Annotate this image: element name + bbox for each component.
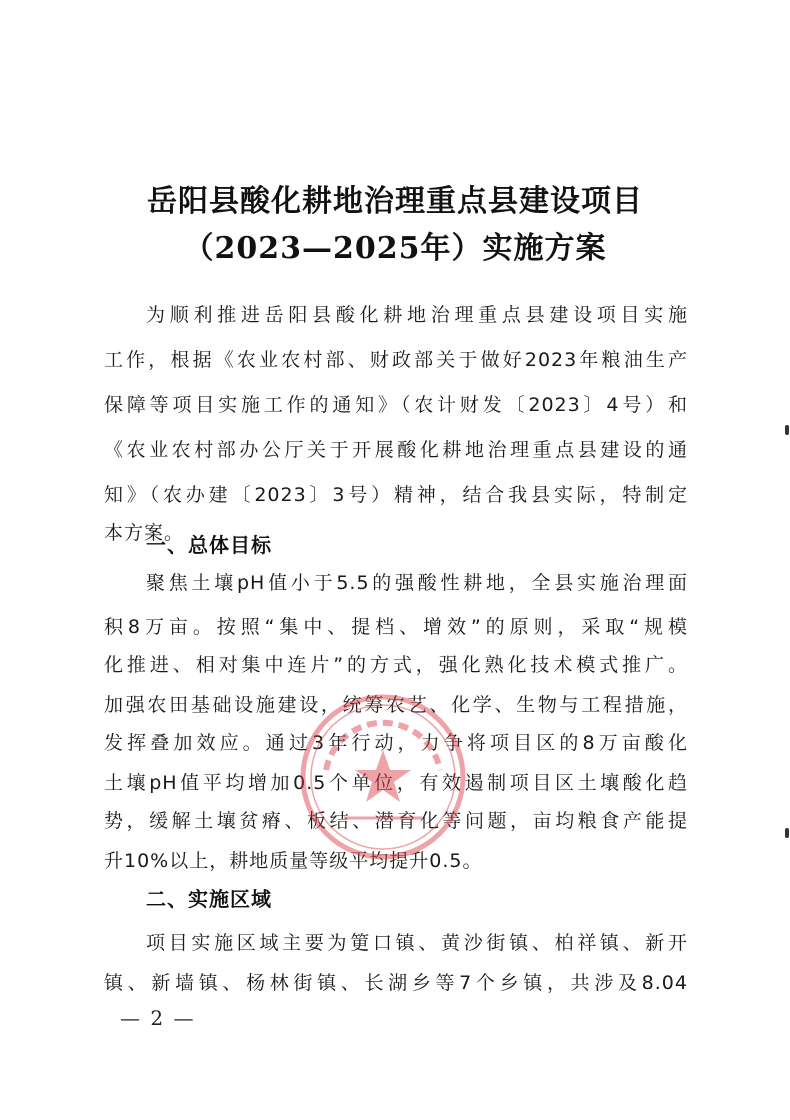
section-heading-implementation-area: 二、实施区域: [146, 887, 272, 911]
section1-line: 土壤pH值平均增加0.5个单位，有效遏制项目区土壤酸化趋: [104, 772, 688, 794]
intro-line: 本方案。: [104, 522, 185, 544]
section1-line: 势，缓解土壤贫瘠、板结、潜育化等问题，亩均粮食产能提: [104, 810, 688, 832]
intro-line: 《农业农村部办公厅关于开展酸化耕地治理重点县建设的通: [104, 439, 688, 461]
section1-line: 升10%以上，耕地质量等级平均提升0.5。: [104, 850, 483, 872]
document-title-line-2: （2023—2025年）实施方案: [183, 231, 607, 266]
scan-edge-mark: [785, 425, 789, 435]
section1-line: 加强农田基础设施建设，统筹农艺、化学、生物与工程措施，: [104, 694, 688, 716]
intro-line: 为顺利推进岳阳县酸化耕地治理重点县建设项目实施: [146, 304, 688, 326]
document-title-line-1: 岳阳县酸化耕地治理重点县建设项目: [147, 184, 643, 219]
intro-line: 保障等项目实施工作的通知》（农计财发〔2023〕4号）和: [104, 394, 688, 416]
scan-edge-mark: [785, 828, 789, 838]
section1-line: 聚焦土壤pH值小于5.5的强酸性耕地，全县实施治理面: [146, 572, 688, 594]
intro-line: 知》（农办建〔2023〕3号）精神，结合我县实际，特制定: [104, 484, 688, 506]
intro-line: 工作，根据《农业农村部、财政部关于做好2023年粮油生产: [104, 349, 688, 371]
section2-line: 镇、新墙镇、杨林街镇、长湖乡等7个乡镇，共涉及8.04: [104, 972, 688, 994]
section-heading-overall-goal: 一、总体目标: [146, 533, 272, 557]
section1-line: 发挥叠加效应。通过3年行动，力争将项目区的8万亩酸化: [104, 732, 688, 754]
section1-line: 化推进、相对集中连片”的方式，强化熟化技术模式推广。: [104, 654, 688, 676]
page-number: — 2 —: [120, 1006, 196, 1030]
section2-line: 项目实施区域主要为筻口镇、黄沙街镇、柏祥镇、新开: [146, 932, 688, 954]
section1-line: 积8万亩。按照“集中、提档、增效”的原则，采取“规模: [104, 616, 688, 638]
